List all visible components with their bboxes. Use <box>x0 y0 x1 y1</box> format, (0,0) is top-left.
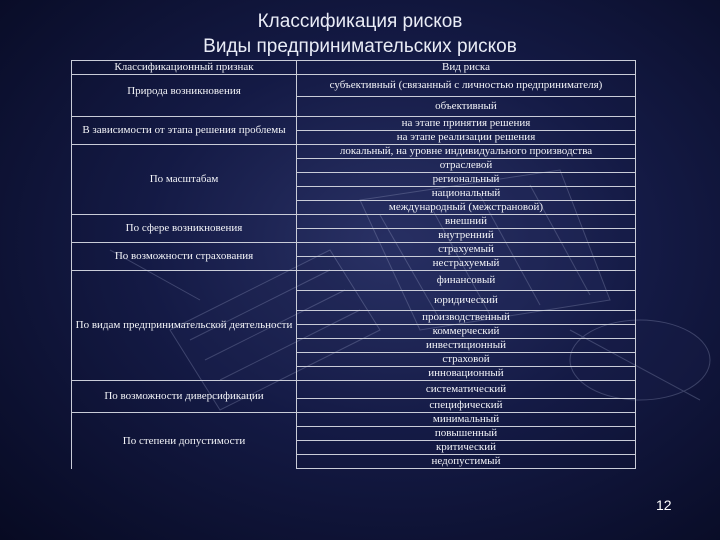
table-row <box>72 271 636 291</box>
risk-type-cell: инновационный <box>297 367 636 381</box>
risk-criterion-cell: По возможности диверсификации <box>72 381 297 413</box>
table-row <box>72 381 636 399</box>
header-criterion: Классификационный признак <box>72 61 297 75</box>
table-row <box>72 145 636 159</box>
risk-type-cell: критический <box>297 441 636 455</box>
risk-criterion-cell: По степени допустимости <box>72 413 297 469</box>
risk-type-cell: страхуемый <box>297 243 636 257</box>
risk-criterion-cell: По масштабам <box>72 145 297 215</box>
risk-type-cell: недопустимый <box>297 455 636 469</box>
table-header-row <box>72 61 636 75</box>
risk-type-cell: финансовый <box>297 271 636 291</box>
risk-type-cell: производственный <box>297 311 636 325</box>
slide-subtitle: Виды предпринимательских рисков <box>203 36 517 57</box>
risk-type-cell: нестрахуемый <box>297 257 636 271</box>
slide-title: Классификация рисков <box>257 11 463 32</box>
risk-type-cell: локальный, на уровне индивидуального производства <box>297 145 636 159</box>
risk-type-cell: внутренний <box>297 229 636 243</box>
risk-type-cell: региональный <box>297 173 636 187</box>
risk-classification-table <box>71 60 636 469</box>
risk-criterion-cell: Природа возникновения <box>72 75 297 117</box>
risk-type-cell: субъективный (связанный с личностью предпринимателя) <box>297 75 636 97</box>
risk-type-cell: систематический <box>297 381 636 399</box>
risk-type-cell: на этапе реализации решения <box>297 131 636 145</box>
risk-type-cell: национальный <box>297 187 636 201</box>
risk-type-cell: объективный <box>297 97 636 117</box>
risk-type-cell: отраслевой <box>297 159 636 173</box>
risk-type-cell: специфический <box>297 399 636 413</box>
table-row <box>72 215 636 229</box>
table-row <box>72 75 636 97</box>
risk-type-cell: повышенный <box>297 427 636 441</box>
page-number: 12 <box>656 497 672 513</box>
risk-type-cell: юридический <box>297 291 636 311</box>
risk-criterion-cell: По видам предпринимательской деятельности <box>72 271 297 381</box>
risk-criterion-cell: В зависимости от этапа решения проблемы <box>72 117 297 145</box>
risk-type-cell: международный (межстрановой) <box>297 201 636 215</box>
header-risk-type: Вид риска <box>297 61 636 75</box>
table-row <box>72 413 636 427</box>
table-row <box>72 117 636 131</box>
risk-type-cell: инвестиционный <box>297 339 636 353</box>
table-row <box>72 243 636 257</box>
risk-criterion-cell: По возможности страхования <box>72 243 297 271</box>
risk-type-cell: коммерческий <box>297 325 636 339</box>
risk-type-cell: страховой <box>297 353 636 367</box>
risk-type-cell: минимальный <box>297 413 636 427</box>
risk-type-cell: на этапе принятия решения <box>297 117 636 131</box>
risk-criterion-cell: По сфере возникновения <box>72 215 297 243</box>
risk-type-cell: внешний <box>297 215 636 229</box>
